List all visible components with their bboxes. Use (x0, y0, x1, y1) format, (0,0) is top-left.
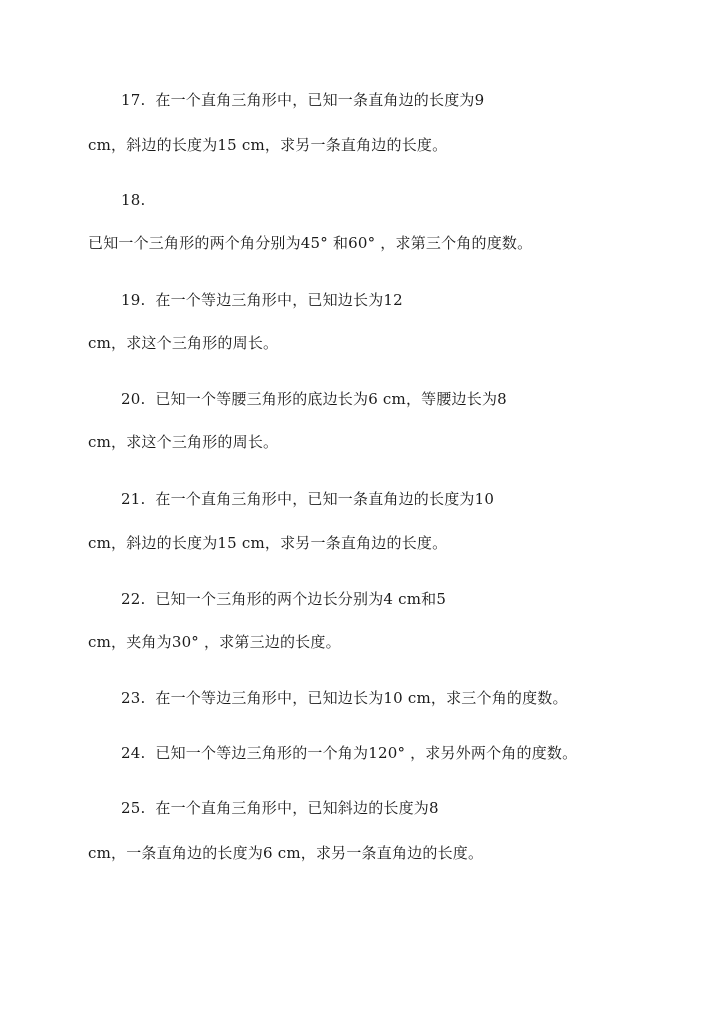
problem-23-number: 23. (121, 689, 146, 707)
problem-24-number: 24. (121, 744, 146, 762)
problem-19-text: 在一个等边三角形中，已知边长为12 (155, 291, 403, 309)
problem-22-line-2: cm，夹角为30° ，求第三边的长度。 (88, 633, 341, 651)
problem-18-line-1 (121, 190, 145, 210)
problem-20-line-1 (121, 389, 507, 409)
problem-21-number: 21. (121, 490, 146, 508)
problem-24-text: 已知一个等边三角形的一个角为120° ，求另外两个角的度数。 (155, 744, 578, 762)
problem-22-line-1 (121, 589, 446, 609)
problem-23-text: 在一个等边三角形中，已知边长为10 cm，求三个角的度数。 (155, 689, 568, 707)
problem-25-line-1 (121, 798, 439, 818)
problem-19-line-2: cm，求这个三角形的周长。 (88, 334, 279, 352)
problem-22-text: 已知一个三角形的两个边长分别为4 cm和5 (155, 590, 447, 608)
problem-17-line-1 (121, 90, 484, 110)
problem-24-line-1 (121, 743, 577, 763)
problem-19-line-1 (121, 290, 403, 310)
problem-20-line-2: cm，求这个三角形的周长。 (88, 433, 279, 451)
problem-18-number: 18. (121, 191, 146, 209)
problem-17-text: 在一个直角三角形中，已知一条直角边的长度为9 (155, 91, 485, 109)
problem-17-number: 17. (121, 91, 146, 109)
problem-21-text: 在一个直角三角形中，已知一条直角边的长度为10 (155, 490, 495, 508)
problem-21-line-2: cm，斜边的长度为15 cm，求另一条直角边的长度。 (88, 534, 448, 552)
problem-18-line-2: 已知一个三角形的两个角分别为45° 和60° ，求第三个角的度数。 (88, 234, 533, 252)
problem-25-line-2: cm，一条直角边的长度为6 cm，求另一条直角边的长度。 (88, 844, 484, 862)
problem-25-number: 25. (121, 799, 146, 817)
problem-21-line-1 (121, 489, 494, 509)
problem-20-text: 已知一个等腰三角形的底边长为6 cm，等腰边长为8 (155, 390, 507, 408)
problem-25-text: 在一个直角三角形中，已知斜边的长度为8 (155, 799, 439, 817)
problem-20-number: 20. (121, 390, 146, 408)
problem-17-line-2: cm，斜边的长度为15 cm，求另一条直角边的长度。 (88, 136, 448, 154)
problem-23-line-1 (121, 688, 568, 708)
problem-19-number: 19. (121, 291, 146, 309)
problem-22-number: 22. (121, 590, 146, 608)
